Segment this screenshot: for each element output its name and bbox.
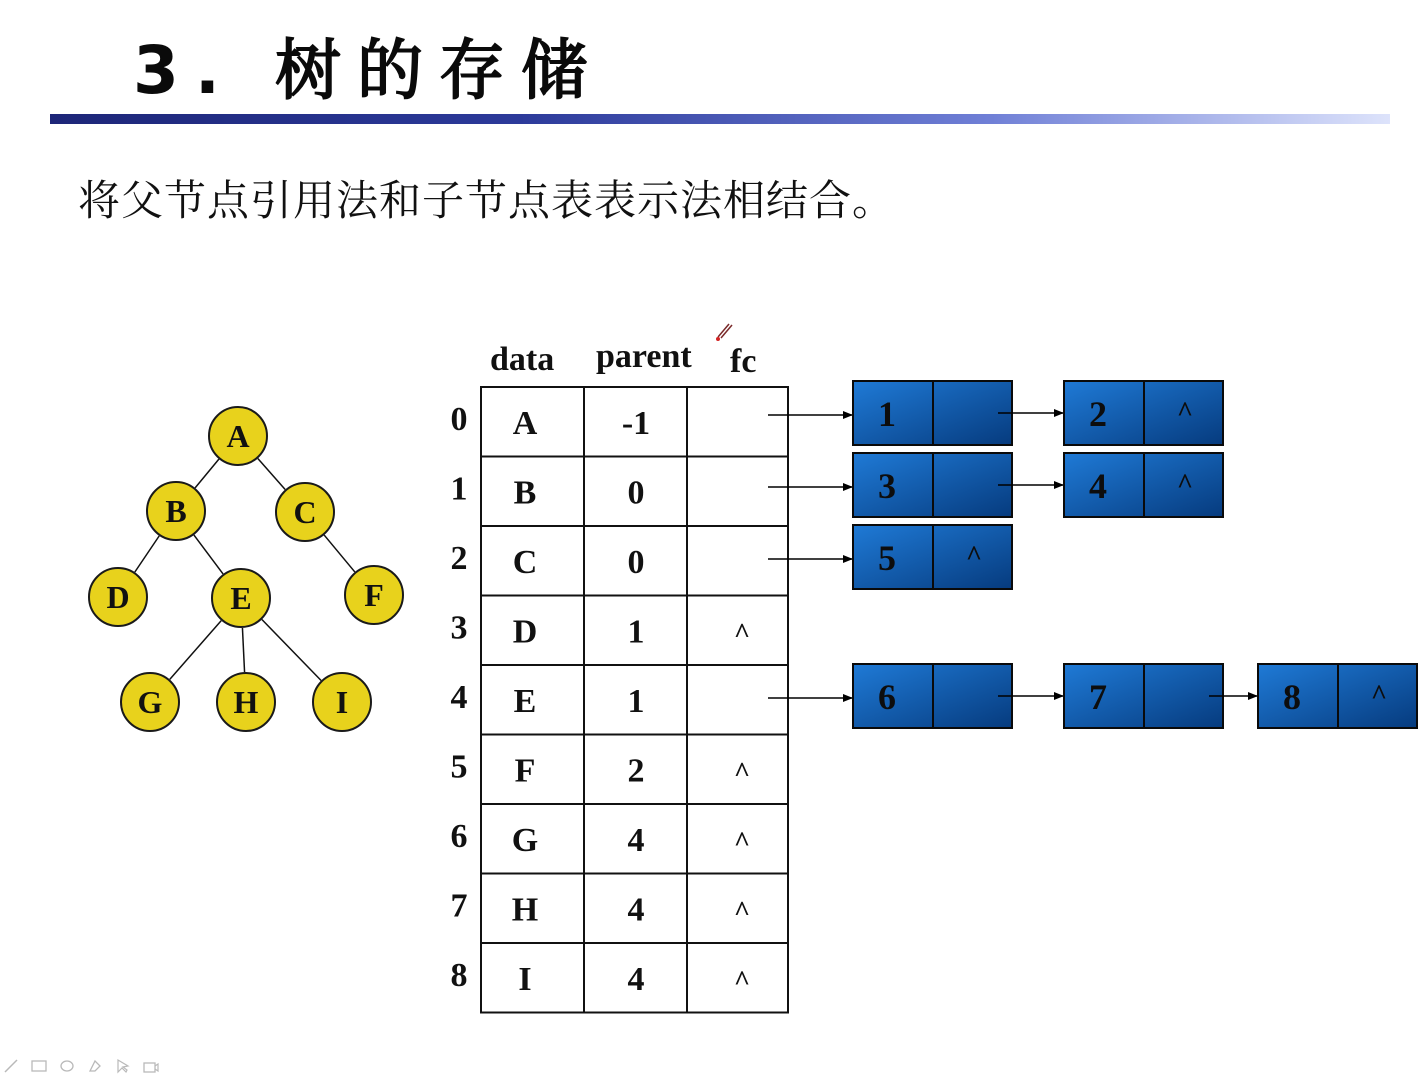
list-node — [1258, 664, 1417, 728]
table-row — [451, 679, 645, 720]
row-index: 6 — [450, 817, 468, 855]
list-node-next: ^ — [1370, 680, 1388, 711]
tree-node-label: A — [226, 418, 250, 454]
list-node — [853, 664, 1063, 728]
row-index: 7 — [450, 887, 468, 925]
pen-icon[interactable] — [2, 1057, 20, 1075]
row-index: 3 — [450, 609, 468, 647]
cell-data: F — [514, 752, 536, 790]
cell-parent: 1 — [627, 613, 645, 651]
tree-node-A — [209, 407, 267, 465]
cell-fc: ^ — [733, 757, 751, 789]
header-fc: fc — [730, 343, 757, 380]
header-parent: parent — [596, 338, 692, 375]
list-node — [1064, 664, 1257, 728]
cell-data: E — [513, 682, 537, 720]
tree-node-C — [276, 483, 334, 541]
tree-edge-BD — [135, 536, 159, 572]
tree-node-label: E — [230, 580, 252, 616]
pen-cursor-icon — [716, 324, 732, 341]
list-node — [853, 453, 1063, 517]
row-index: 5 — [450, 748, 468, 786]
list-node — [1064, 381, 1223, 445]
page-title: 3. 树的存储 — [133, 32, 603, 109]
highlighter-icon[interactable] — [86, 1057, 104, 1075]
cell-fc: ^ — [733, 826, 751, 858]
list-node — [853, 381, 1063, 445]
list-node — [1064, 453, 1223, 517]
tree-node-I — [313, 673, 371, 731]
child-linked-lists — [768, 381, 1417, 728]
cell-fc: ^ — [733, 896, 751, 928]
tree-edge-EI — [262, 620, 321, 681]
tree-node-label: G — [137, 684, 163, 720]
cell-parent: 0 — [627, 474, 645, 512]
tree-node-F — [345, 566, 403, 624]
tree-node-G — [121, 673, 179, 731]
subtitle-text: 将父节点引用法和子节点表表示法相结合。 — [78, 176, 896, 225]
list-node-value: 4 — [1089, 466, 1107, 506]
row-index: 4 — [450, 678, 468, 716]
pointer-icon[interactable] — [114, 1057, 132, 1075]
tree-node-D — [89, 568, 147, 626]
list-node-value: 8 — [1283, 677, 1301, 717]
tree-node-label: B — [165, 493, 187, 529]
cell-data: H — [511, 891, 539, 929]
camera-icon[interactable] — [142, 1057, 160, 1075]
child-list-row-4 — [768, 664, 1417, 728]
cell-data: I — [518, 960, 532, 998]
cell-data: C — [512, 543, 538, 581]
cell-parent: -1 — [621, 404, 651, 442]
table-row — [451, 887, 751, 928]
cell-parent: 4 — [627, 960, 645, 998]
header-data: data — [490, 341, 555, 378]
tree-node-H — [217, 673, 275, 731]
tree-node-label: I — [335, 684, 349, 720]
table-row — [451, 818, 751, 859]
tree-edge-AB — [195, 459, 219, 488]
cell-data: B — [513, 474, 537, 512]
table-row — [451, 957, 751, 998]
screen-icon[interactable] — [30, 1057, 48, 1075]
tree-edge-AC — [258, 459, 285, 490]
cell-data: D — [512, 613, 538, 651]
list-node-value: 6 — [878, 677, 896, 717]
parent-table — [451, 338, 789, 1013]
cell-parent: 4 — [627, 821, 645, 859]
list-node-value: 2 — [1089, 394, 1107, 434]
table-row — [451, 748, 751, 789]
table-row — [451, 540, 645, 581]
row-index: 2 — [450, 539, 468, 577]
tree-node-label: D — [106, 579, 130, 615]
annotation-toolbar — [0, 1052, 192, 1080]
child-list-row-0 — [768, 381, 1223, 445]
list-node-next: ^ — [1176, 397, 1194, 428]
table-row — [451, 609, 751, 650]
list-node-value: 3 — [878, 466, 896, 506]
child-list-row-1 — [768, 453, 1223, 517]
list-node-next: ^ — [965, 541, 983, 572]
cell-parent: 4 — [627, 891, 645, 929]
tree-node-B — [147, 482, 205, 540]
tree-edge-EG — [170, 621, 221, 680]
tree-edge-CF — [324, 535, 355, 572]
tree-edge-EH — [242, 628, 244, 672]
cell-parent: 0 — [627, 543, 645, 581]
cell-parent: 2 — [627, 752, 645, 790]
table-row — [451, 470, 645, 511]
cell-data: A — [512, 404, 538, 442]
list-node-value: 5 — [878, 538, 896, 578]
list-node-value: 7 — [1089, 677, 1107, 717]
cell-fc: ^ — [733, 618, 751, 650]
child-list-row-2 — [768, 525, 1012, 589]
list-node-next: ^ — [1176, 469, 1194, 500]
tree-node-label: H — [233, 684, 259, 720]
eraser-icon[interactable] — [58, 1057, 76, 1075]
tree-node-label: F — [364, 577, 384, 613]
tree-edge-BE — [194, 535, 223, 574]
row-index: 8 — [450, 956, 468, 994]
tree-graph — [89, 407, 403, 731]
list-node-value: 1 — [878, 394, 896, 434]
cell-parent: 1 — [627, 682, 645, 720]
list-node — [853, 525, 1012, 589]
tree-node-E — [212, 569, 270, 627]
cell-fc: ^ — [733, 965, 751, 997]
tree-node-label: C — [293, 494, 317, 530]
row-index: 1 — [450, 470, 468, 508]
row-index: 0 — [450, 400, 468, 438]
cell-data: G — [511, 821, 539, 859]
